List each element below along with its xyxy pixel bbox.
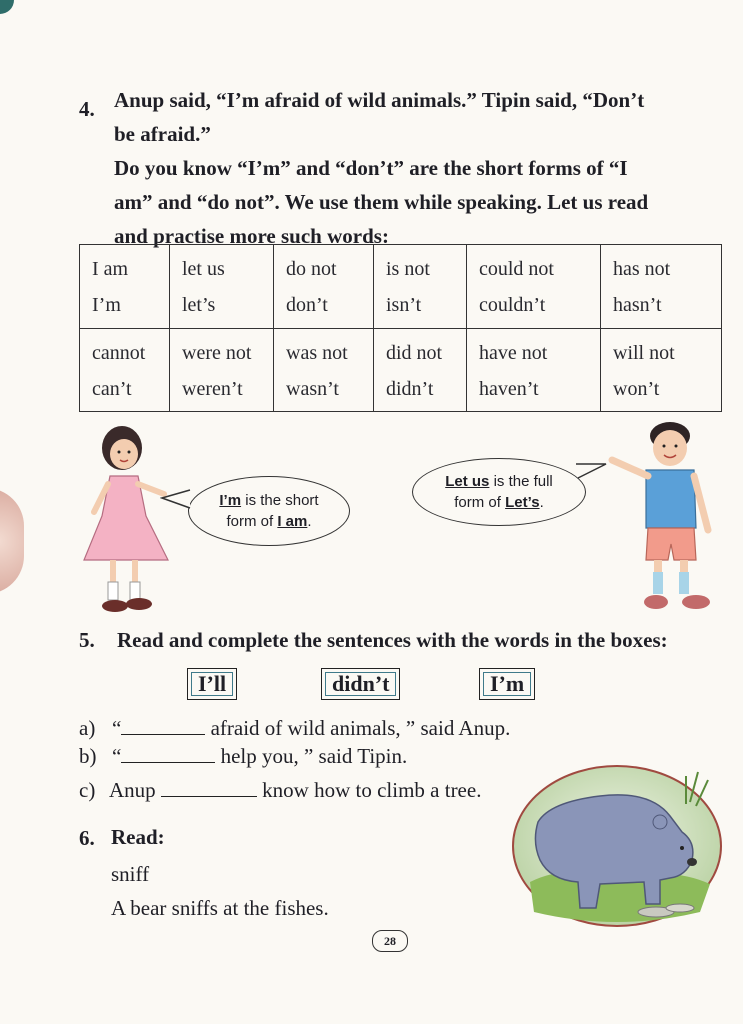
bubble-left-line-2 (189, 511, 349, 532)
full-form: could not (479, 258, 554, 280)
question-4-number: 4. (79, 97, 95, 121)
short-form: let’s (182, 294, 216, 316)
bear-illustration (510, 762, 724, 930)
bubble-right-line-1 (413, 471, 585, 492)
bubble-right-end: . (539, 494, 544, 511)
sentence-c (79, 776, 481, 804)
sentence-c-blank[interactable] (161, 778, 257, 797)
short-form: won’t (613, 377, 660, 400)
full-form: were not (182, 341, 252, 364)
bubble-right-line-2 (413, 492, 585, 513)
vocab-sentence: A bear sniffs at the fishes. (111, 896, 329, 920)
bubble-right-tail (572, 460, 608, 482)
table-cell (80, 328, 170, 412)
sentence-b-prefix: “ (112, 744, 122, 768)
sentence-c-label: c) (79, 778, 96, 802)
table-cell (374, 245, 467, 329)
contractions-table (79, 244, 722, 412)
bubble-left-line-1 (189, 490, 349, 511)
table-row (80, 245, 722, 329)
sentence-c-text: know how to climb a tree. (256, 778, 482, 802)
table-cell (170, 328, 274, 412)
full-form: do not (286, 258, 337, 280)
sentence-b-text: help you, ” said Tipin. (215, 744, 408, 768)
table-cell (274, 245, 374, 329)
vocab-word: sniff (111, 862, 150, 886)
short-form: can’t (92, 377, 132, 400)
full-form: cannot (92, 341, 146, 364)
table-row (80, 328, 722, 412)
table-cell (601, 328, 722, 412)
table-cell (274, 328, 374, 412)
short-form: wasn’t (286, 377, 339, 400)
bubble-right-keyword: Let us (445, 473, 490, 490)
question-5-title: Read and complete the sentences with the words in the boxes: (117, 628, 668, 652)
bubble-left-mid: is the short (241, 492, 319, 509)
full-form: will not (613, 341, 675, 364)
full-form: was not (286, 341, 348, 364)
sentence-a-prefix: “ (112, 716, 122, 740)
sentence-a-text: afraid of wild animals, ” said Anup. (205, 716, 511, 740)
short-form: don’t (286, 294, 328, 316)
speech-bubble-left (188, 476, 350, 546)
corner-decoration (0, 0, 14, 14)
question-6-title: Read: (111, 825, 165, 849)
bubble-right-mid: is the full (489, 473, 553, 490)
bubble-left-keyword: I’m (219, 492, 242, 509)
bubble-left-end: . (307, 513, 312, 530)
word-box-ill: I’ll (187, 668, 237, 700)
full-form: is not (386, 258, 430, 280)
q4-line-5: and practise more such words: (114, 224, 389, 248)
full-form: have not (479, 341, 548, 364)
sentence-c-prefix: Anup (109, 778, 161, 802)
table-cell (80, 245, 170, 329)
bubble-right-prefix: form of (454, 494, 506, 511)
sentence-a-blank[interactable] (121, 716, 205, 735)
full-form: let us (182, 258, 225, 280)
short-form: weren’t (182, 377, 243, 400)
sentence-a (79, 714, 510, 742)
girl-illustration (80, 424, 180, 620)
q4-line-4: am” and “do not”. We use them while speaking. Let us read (114, 190, 649, 214)
table-cell (170, 245, 274, 329)
bubble-left-tail (160, 488, 194, 510)
question-6-number: 6. (79, 826, 95, 850)
sentence-b (79, 742, 407, 770)
boy-illustration (604, 420, 716, 620)
sentence-b-label: b) (79, 744, 97, 768)
short-form: haven’t (479, 377, 539, 400)
q4-line-3: Do you know “I’m” and “don’t” are the short forms of “I (114, 156, 628, 180)
full-form: did not (386, 341, 443, 364)
page-number: 28 (372, 930, 408, 952)
short-form: I’m (92, 294, 121, 316)
q4-line-1: Anup said, “I’m afraid of wild animals.” Tipin said, “Don’t (114, 88, 645, 112)
side-decoration (0, 488, 24, 594)
sentence-b-blank[interactable] (121, 744, 215, 763)
bubble-left-keyword-2: I am (277, 513, 308, 530)
table-cell (601, 245, 722, 329)
speech-bubble-right (412, 458, 586, 526)
word-box-didnt: didn’t (321, 668, 400, 700)
sentence-a-label: a) (79, 716, 96, 740)
table-cell (467, 245, 601, 329)
q4-line-2: be afraid.” (114, 122, 211, 146)
question-4-text (114, 83, 724, 253)
full-form: I am (92, 258, 129, 280)
word-box-im: I’m (479, 668, 535, 700)
table-cell (374, 328, 467, 412)
bubble-right-keyword-2: Let’s (505, 494, 540, 511)
short-form: isn’t (386, 294, 422, 316)
short-form: couldn’t (479, 294, 546, 316)
short-form: didn’t (386, 377, 434, 400)
bubble-left-prefix: form of (226, 513, 278, 530)
question-5-number: 5. (79, 628, 95, 652)
full-form: has not (613, 258, 671, 280)
table-cell (467, 328, 601, 412)
short-form: hasn’t (613, 294, 662, 316)
